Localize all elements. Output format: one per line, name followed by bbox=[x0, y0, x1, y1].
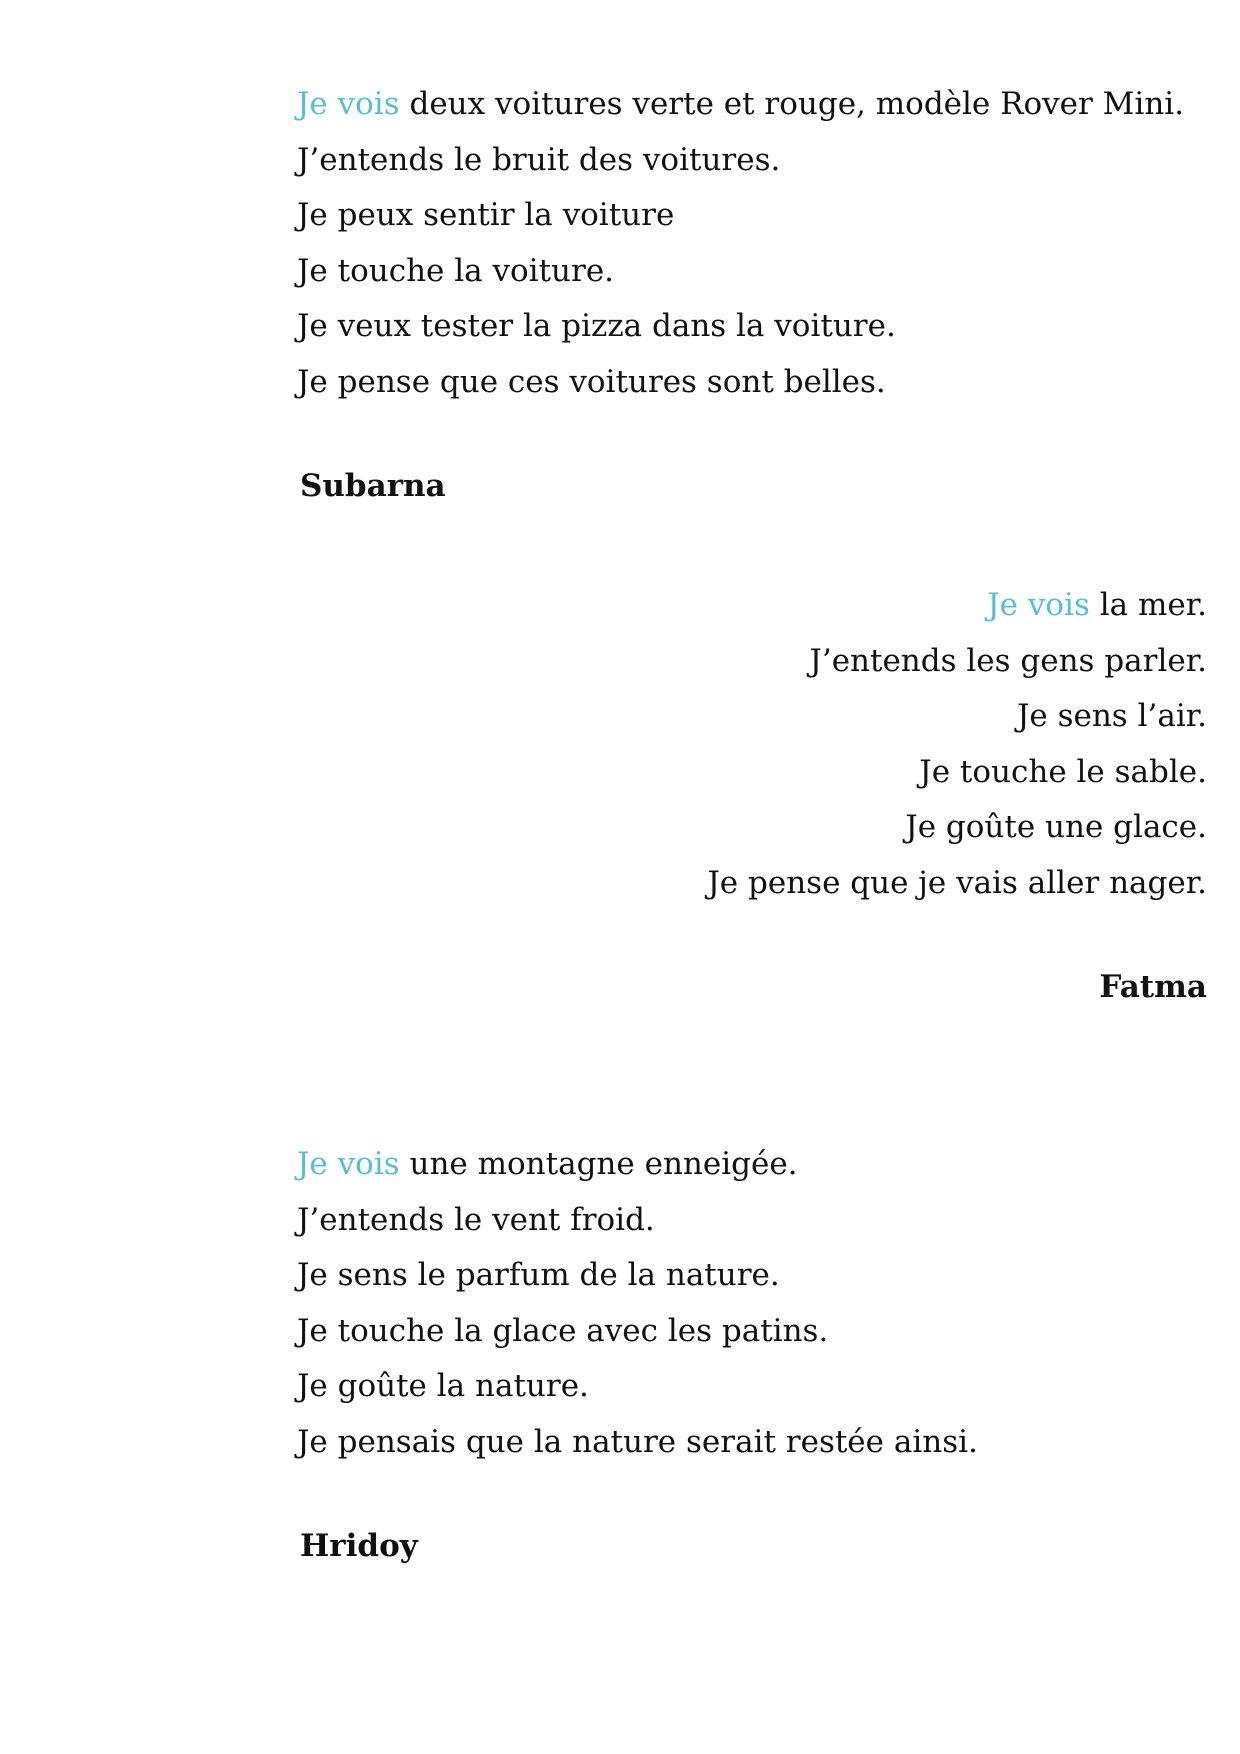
je-vois-highlight: Je vois bbox=[987, 587, 1090, 623]
poem-line-first-rest: une montagne enneigée. bbox=[399, 1146, 798, 1182]
poem-line: Je pense que ces voitures sont belles. bbox=[297, 363, 886, 400]
poem-line: Je veux tester la pizza dans la voiture. bbox=[297, 308, 896, 344]
poem-line: Je sens l’air. bbox=[1016, 698, 1207, 734]
poem-line: Je touche la voiture. bbox=[297, 252, 615, 289]
poem-line: Je sens le parfum de la nature. bbox=[297, 1257, 780, 1293]
poem-subarna bbox=[297, 77, 1207, 506]
poem-line: Je peux sentir la voiture bbox=[297, 197, 675, 233]
poem-line: Je pensais que la nature serait restée ainsi. bbox=[297, 1423, 978, 1460]
je-vois-highlight: Je vois bbox=[297, 1146, 400, 1182]
poem-line: J’entends le vent froid. bbox=[297, 1201, 655, 1238]
poem-line: J’entends le bruit des voitures. bbox=[297, 141, 781, 178]
poem-author: Hridoy bbox=[300, 1528, 418, 1564]
poem-line: Je pense que je vais aller nager. bbox=[707, 864, 1207, 901]
poem-author: Subarna bbox=[300, 468, 446, 504]
poem-line: J’entends les gens parler. bbox=[809, 642, 1207, 679]
poem-line-first bbox=[297, 77, 1207, 133]
poem-line: Je goûte la nature. bbox=[297, 1368, 589, 1404]
poem-line-first bbox=[297, 1137, 1207, 1193]
poem-author: Fatma bbox=[1099, 969, 1207, 1005]
poem-line: Je goûte une glace. bbox=[905, 809, 1207, 845]
poem-line-first-rest: la mer. bbox=[1089, 587, 1207, 623]
poem-line-first-rest: deux voitures verte et rouge, modèle Rover Mini. bbox=[399, 86, 1185, 122]
poem-fatma bbox=[297, 578, 1207, 1007]
poem-line-first bbox=[297, 578, 1207, 634]
poem-line: Je touche le sable. bbox=[919, 753, 1207, 790]
je-vois-highlight: Je vois bbox=[297, 86, 400, 122]
poem-line: Je touche la glace avec les patins. bbox=[297, 1312, 829, 1349]
poem-hridoy bbox=[297, 1137, 1207, 1566]
